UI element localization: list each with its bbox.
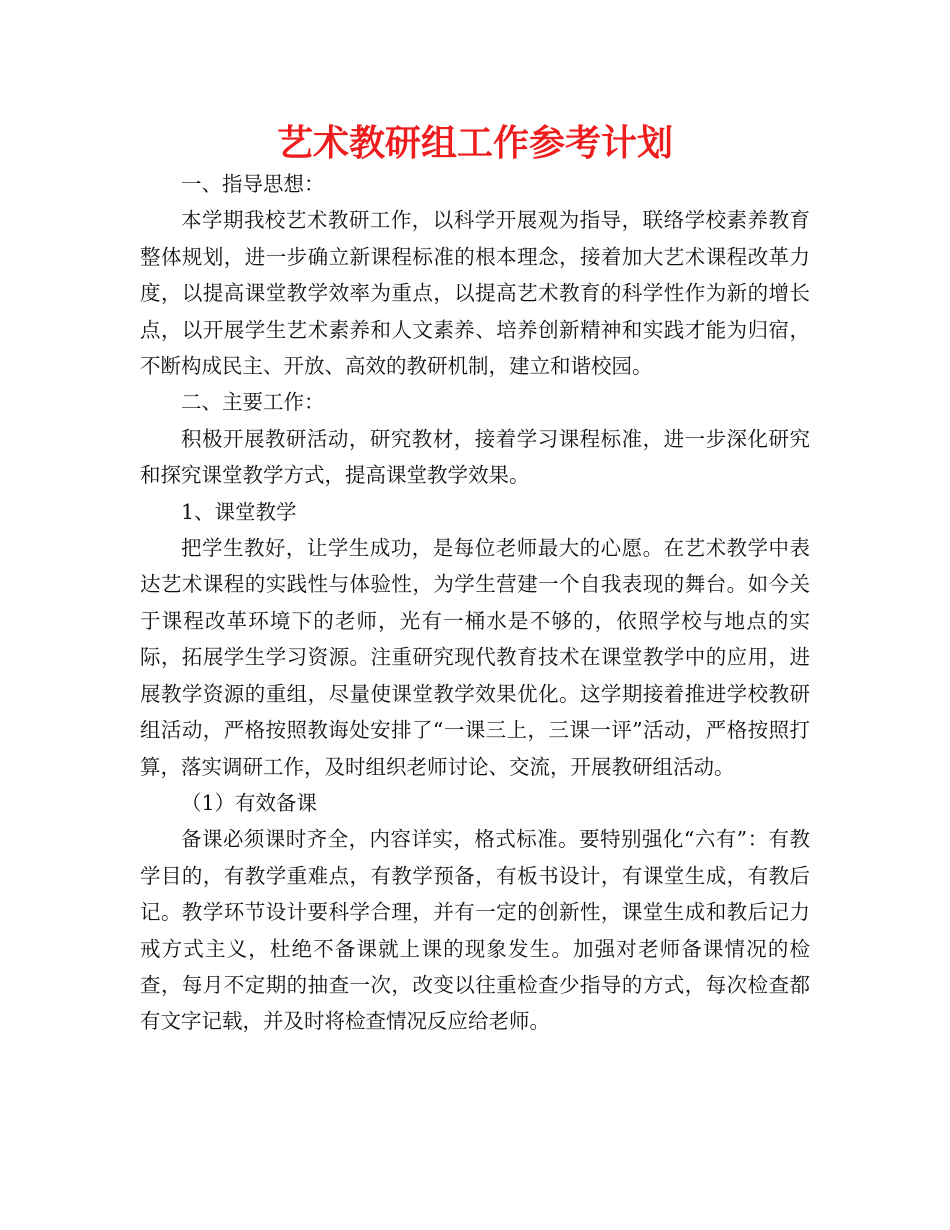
paragraph-guiding-ideology: 本学期我校艺术教研工作，以科学开展观为指导，联络学校素养教育整体规划，进一步确立新课程标准的根本理念，接着加大艺术课程改革力度，以提高课堂教学效率为重点，以提高艺术教育的科学性作为新的增长点，以开展学生艺术素养和人文素养、培养创新精神和实践才能为归宿，不断构成民主、开放、高效的教研机制，建立和谐校园。	[140, 208, 810, 379]
paragraph-classroom-teaching: 把学生教好，让学生成功，是每位老师最大的心愿。在艺术教学中表达艺术课程的实践性与体验性，为学生营建一个自我表现的舞台。如今关于课程改革环境下的老师，光有一桶水是不够的，依照学校与地点的实际，拓展学生学习资源。注重研究现代教育技术在课堂教学中的应用，进展教学资源的重组，尽量使课堂教学效果优化。这学期接着推进学校教研组活动，严格按照教诲处安排了“一课三上，三课一评”活动，严格按照打算，落实调研工作，及时组织老师讨论、交流，开展教研组活动。	[140, 536, 810, 779]
section-heading-main-work: 二、主要工作：	[181, 390, 325, 415]
paragraph-main-work: 积极开展教研活动，研究教材，接着学习课程标准，进一步深化研究和探究课堂教学方式，提高课堂教学效果。	[140, 426, 810, 488]
section-heading-guiding-ideology: 一、指导思想：	[181, 172, 325, 196]
subsection-heading-effective-lesson-prep: （1）有效备课	[181, 790, 318, 815]
document-body	[140, 166, 810, 1040]
subsection-heading-classroom-teaching: 1、课堂教学	[181, 499, 297, 524]
document-title: 艺术教研组工作参考计划	[276, 123, 673, 164]
paragraph-effective-lesson-prep: 备课必须课时齐全，内容详实，格式标准。要特别强化“六有”：有教学目的，有教学重难点，有教学预备，有板书设计，有课堂生成，有教后记。教学环节设计要科学合理，并有一定的创新性，课堂生成和教后记力戒方式主义，杜绝不备课就上课的现象发生。加强对老师备课情况的检查，每月不定期的抽查一次，改变以往重检查少指导的方式，每次检查都有文字记载，并及时将检查情况反应给老师。	[140, 827, 810, 1034]
